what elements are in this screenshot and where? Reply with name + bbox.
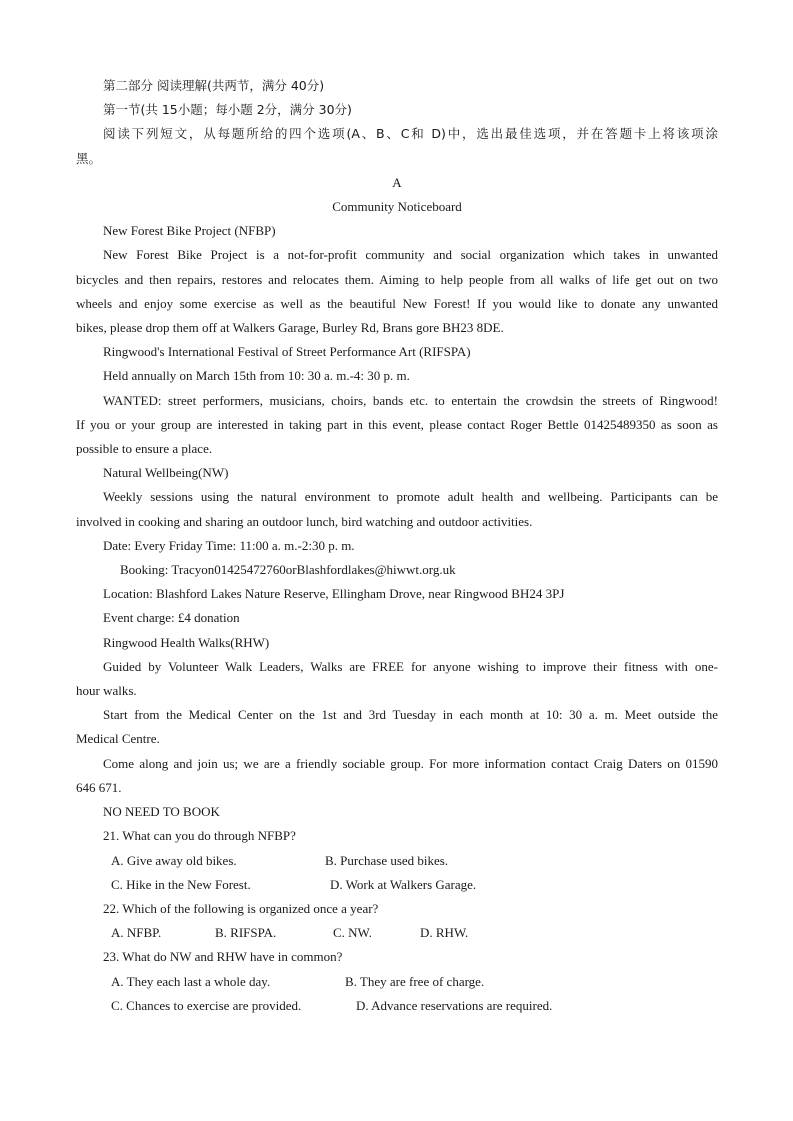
question-21-option-a[interactable]: A. Give away old bikes. (111, 852, 237, 868)
part-heading: 第二部分 阅读理解(共两节，满分 40分) (103, 78, 325, 93)
nfbp-text-4: bikes, please drop them off at Walkers Garage, Burley Rd, Brans gore BH23 8DE. (76, 320, 504, 336)
nw-text-2: involved in cooking and sharing an outdoor lunch, bird watching and outdoor activities. (76, 513, 533, 529)
question-21-option-b[interactable]: B. Purchase used bikes. (325, 852, 449, 868)
rhw-text-1: Guided by Volunteer Walk Leaders, Walks are FREE for anyone wishing to improve their fitness with one- (103, 658, 718, 674)
question-23-stem: 23. What do NW and RHW have in common? (103, 949, 343, 965)
rhw-text-4: Medical Centre. (76, 731, 160, 747)
instructions-line-1: 阅读下列短文，从每题所给的四个选项(A、B、C和 D)中，选出最佳选项，并在答题卡上将该项涂 (103, 126, 718, 142)
section-heading: 第一节(共 15小题；每小题 2分，满分 30分) (103, 102, 352, 118)
question-22-option-b[interactable]: B. RIFSPA. (215, 925, 277, 941)
question-22-option-a[interactable]: A. NFBP. (111, 925, 162, 941)
rhw-text-6: 646 671. (76, 779, 122, 795)
nfbp-text-1: New Forest Bike Project is a not-for-profit community and social organization which takes in unwanted (103, 247, 718, 263)
rhw-note: NO NEED TO BOOK (103, 804, 220, 820)
question-23-option-a[interactable]: A. They each last a whole day. (111, 973, 271, 989)
question-22-stem: 22. Which of the following is organized once a year? (103, 900, 379, 916)
nw-date: Date: Every Friday Time: 11:00 a. m.-2:30 p. m. (103, 537, 355, 553)
question-22-option-c[interactable]: C. NW. (333, 925, 372, 941)
rifspa-text-1: WANTED: street performers, musicians, choirs, bands etc. to entertain the crowdsin the streets of Ringwood! (103, 392, 718, 408)
rhw-text-3: Start from the Medical Center on the 1st and 3rd Tuesday in each month at 10: 30 a. m. Meet outside the (103, 707, 718, 723)
question-21-options-row-1 (76, 849, 718, 873)
nw-location: Location: Blashford Lakes Nature Reserve, Ellingham Drove, near Ringwood BH24 3PJ (103, 586, 565, 602)
nw-text-1: Weekly sessions using the natural environment to promote adult health and wellbeing. Participants can be (103, 489, 718, 505)
document-page (76, 74, 718, 1018)
instructions-line-2: 黑。 (76, 150, 102, 166)
passage-title: Community Noticeboard (332, 199, 462, 215)
question-23-option-b[interactable]: B. They are free of charge. (345, 973, 485, 989)
question-21-stem: 21. What can you do through NFBP? (103, 828, 296, 844)
rifspa-heading: Ringwood's International Festival of Street Performance Art (RIFSPA) (103, 344, 471, 360)
nw-booking: Booking: Tracyon01425472760orBlashfordlakes@hiwwt.org.uk (120, 562, 456, 578)
question-23-option-c[interactable]: C. Chances to exercise are provided. (111, 997, 302, 1013)
question-22-options-row (76, 921, 718, 945)
nfbp-text-2: bicycles and then repairs, restores and relocates them. Aiming to help people from all walks of life get out on two (76, 271, 718, 287)
question-23-options-row-1 (76, 970, 718, 994)
question-21-option-d[interactable]: D. Work at Walkers Garage. (330, 876, 477, 892)
question-23-options-row-2 (76, 994, 718, 1018)
nfbp-text-3: wheels and enjoy some exercise as well as the beautiful New Forest! If you would like to donate any unwanted (76, 295, 718, 311)
question-23-option-d[interactable]: D. Advance reservations are required. (356, 997, 553, 1013)
question-21-options-row-2 (76, 873, 718, 897)
rifspa-held: Held annually on March 15th from 10: 30 a. m.-4: 30 p. m. (103, 368, 410, 384)
nfbp-heading: New Forest Bike Project (NFBP) (103, 223, 276, 239)
nw-charge: Event charge: £4 donation (103, 610, 240, 626)
passage-letter: A (392, 174, 402, 190)
rifspa-text-3: possible to ensure a place. (76, 441, 213, 457)
rifspa-text-2: If you or your group are interested in taking part in this event, please contact Roger Bettle 01425489350 as soon as (76, 416, 718, 432)
rhw-heading: Ringwood Health Walks(RHW) (103, 634, 270, 650)
nw-heading: Natural Wellbeing(NW) (103, 465, 229, 481)
rhw-text-5: Come along and join us; we are a friendly sociable group. For more information contact Craig Daters on 01590 (103, 755, 718, 771)
question-22-option-d[interactable]: D. RHW. (420, 925, 469, 941)
question-21-option-c[interactable]: C. Hike in the New Forest. (111, 876, 251, 892)
rhw-text-2: hour walks. (76, 683, 137, 699)
